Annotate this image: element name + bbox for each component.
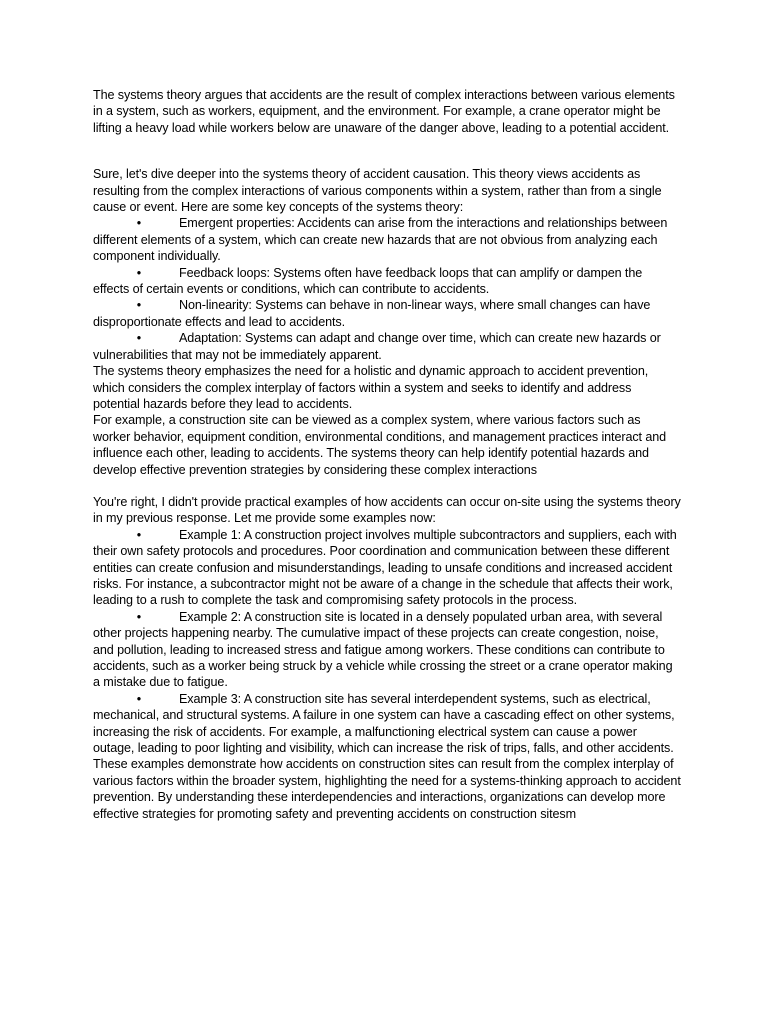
conclusion-paragraph: These examples demonstrate how accidents on construction sites can result from the complex interplay of various factors within the broader system, highlighting the need for a systems-thinking approach to accident prevention. By understanding these interdependencies and interactions, organizations can develop more effective strategies for promoting safety and preventing accidents on construction sitesm <box>93 757 681 821</box>
spacer <box>93 136 681 166</box>
list-item-text: Non-linearity: Systems can behave in non-linear ways, where small changes can have disproportionate effects and lead to accidents. <box>93 298 651 329</box>
list-item <box>93 215 681 264</box>
bullet-icon: • <box>136 527 141 542</box>
document-page <box>93 87 681 822</box>
list-item <box>93 527 681 609</box>
list-item-text: Adaptation: Systems can adapt and change over time, which can create new hazards or vulnerabilities that may not be immediately apparent. <box>93 331 661 362</box>
list-item-text: Feedback loops: Systems often have feedback loops that can amplify or dampen the effects of certain events or conditions, which can contribute to accidents. <box>93 265 643 297</box>
bullet-icon: • <box>136 216 141 231</box>
bullet-icon: • <box>136 691 141 706</box>
list-item <box>93 609 681 691</box>
intro-paragraph: The systems theory argues that accidents are the result of complex interactions between various elements in a system, such as workers, equipment, and the environment. For example, a crane operator might be lifting a heavy load while workers below are unaware of the danger above, leading to a potential accident. <box>93 88 675 135</box>
section1-paragraph-3: For example, a construction site can be viewed as a complex system, where various factors such as worker behavior, equipment condition, environmental conditions, and management practices interact and influence each other, leading to accidents. The systems theory can help identify potential hazards and develop effective prevention strategies by considering these complex interactions <box>93 413 667 477</box>
section1-intro-paragraph: Sure, let's dive deeper into the systems theory of accident causation. This theory views accidents as resulting from the complex interactions of various components within a system, rather than from a single cause or event. Here are some key concepts of the systems theory: <box>93 167 662 215</box>
list-item-text: Example 2: A construction site is located in a densely populated urban area, with several other projects happening nearby. The cumulative impact of these projects can create congestion, noise, and pollution, leading to increased stress and fatigue among workers. These conditions can contribute to accidents, such as a worker being struck by a vehicle while crossing the street or a crane operator making a mistake due to fatigue. <box>93 609 673 690</box>
list-item-text: Example 1: A construction project involves multiple subcontractors and suppliers, each with their own safety protocols and procedures. Poor coordination and communication between these different entities can create confusion and misunderstandings, leading to unsafe conditions and increased accident risks. For instance, a subcontractor might not be aware of a change in the schedule that affects their work, leading to a rush to complete the task and compromising safety protocols in the process. <box>93 527 677 608</box>
bullet-icon: • <box>136 265 141 280</box>
list-item <box>93 265 681 298</box>
section2-intro-paragraph: You're right, I didn't provide practical examples of how accidents can occur on-site using the systems theory in my previous response. Let me provide some examples now: <box>93 494 681 526</box>
bullet-icon: • <box>136 609 141 624</box>
bullet-icon: • <box>136 298 141 313</box>
spacer <box>93 478 681 494</box>
list-item-text: Emergent properties: Accidents can arise from the interactions and relationships between different elements of a system, which can create new hazards that are not obvious from analyzing each component individually. <box>93 216 668 264</box>
list-item <box>93 297 681 330</box>
list-item <box>93 330 681 363</box>
list-item <box>93 691 681 757</box>
section1-paragraph-2: The systems theory emphasizes the need for a holistic and dynamic approach to accident prevention, which considers the complex interplay of factors within a system and seeks to identify and address potential hazards before they lead to accidents. <box>93 364 649 411</box>
list-item-text: Example 3: A construction site has several interdependent systems, such as electrical, mechanical, and structural systems. A failure in one system can have a cascading effect on other systems, increasing the risk of accidents. For example, a malfunctioning electrical system can cause a power outage, leading to poor lighting and visibility, which can increase the risk of trips, falls, and other accidents. <box>93 691 675 756</box>
bullet-icon: • <box>136 331 141 346</box>
